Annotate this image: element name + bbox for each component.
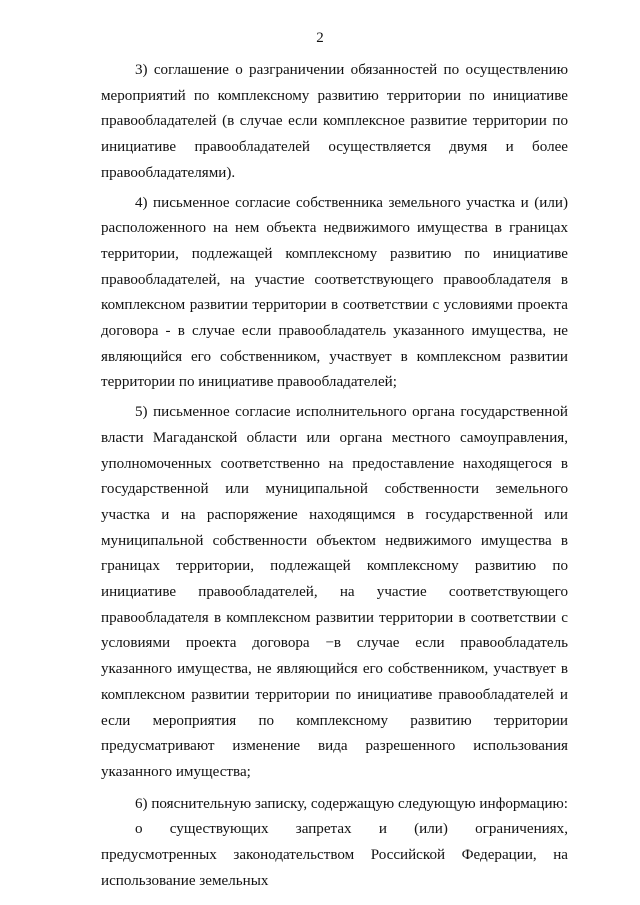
paragraph-item-6: 6) пояснительную записку, содержащую следующую информацию:: [135, 795, 568, 812]
paragraph-item-5: 5) письменное согласие исполнительного органа государственной власти Магаданской области или органа местного самоуправления, уполномоченных соответственно на предоставление находящегося в государственной или муниципальной собственности земельного участка и на распоряжение находящимся в государственной или муниципальной собственности объектом недвижимого имущества в границах территории, подлежащей комплексному развитию по инициативе правообладателей, на участие соответствующего правообладателя в комплексном развитии территории в соответствии с условиями проекта договора −в случае если правообладатель указанного имущества, не являющийся его собственником, участвует в комплексном развитии территории по инициативе правообладателей и если мероприятия по комплексному развитию территории предусматривают изменение вида разрешенного использования указанного имущества;: [101, 404, 568, 780]
paragraph-item-3: 3) соглашение о разграничении обязанностей по осуществлению мероприятий по комплексному развитию территории по инициативе правообладателей (в случае если комплексное развитие территории по инициативе правообладателей осуществляется двумя и более правообладателями).: [101, 62, 568, 181]
document-body: [101, 58, 568, 895]
paragraph-item-4: 4) письменное согласие собственника земельного участка и (или) расположенного на нем объекта недвижимого имущества в границах территории, подлежащей комплексному развитию по инициативе правообладателей, на участие соответствующего правообладателя в комплексном развитии территории в соответствии с условиями проекта договора - в случае если правообладатель указанного имущества, не являющийся его собственником, участвует в комплексном развитии территории по инициативе правообладателей;: [101, 194, 568, 391]
paragraph-restrictions: о существующих запретах и (или) ограничениях, предусмотренных законодательством Российской Федерации, на использование земельных: [101, 821, 568, 889]
page-number: 2: [316, 30, 324, 46]
